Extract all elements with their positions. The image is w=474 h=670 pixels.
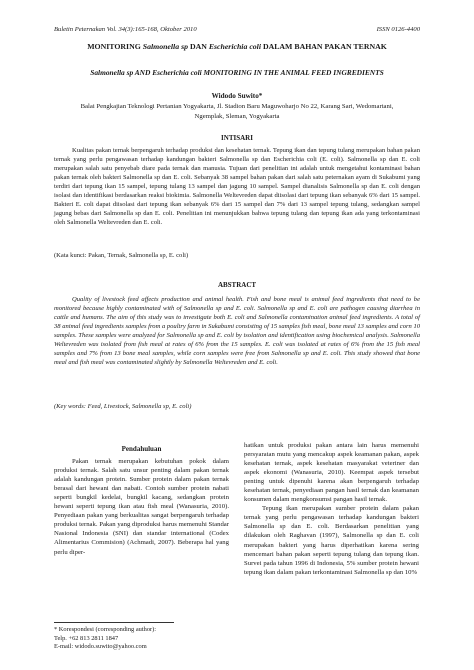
intro-left-column: [54, 445, 229, 557]
issn: ISSN 0126-4400: [376, 26, 420, 33]
author-name: Widodo Suwito*: [211, 92, 263, 100]
intro-heading: Pendahuluan: [121, 445, 162, 453]
footnote-rule: [54, 622, 174, 623]
paper-title: MONITORING Salmonella sp DAN Escherichia coli DALAM BAHAN PAKAN TERNAK: [87, 42, 387, 51]
running-head: [54, 26, 420, 33]
intisari-keywords: (Kata kunci: Pakan, Ternak, Salmonella sp, E. coli): [54, 252, 189, 259]
journal-citation: Buletin Peternakan Vol. 34(3):165-168, Oktober 2010: [54, 26, 197, 33]
intro-paragraph-1-cont: hatikan untuk produksi pakan antara lain harus memenuhi persyaratan mutu yang mencakup aspek keamanan pakan, aspek kesehatan ternak, aspek kesehatan masyarakat veteriner dan aspek ekonomi (Wanasuria, 2010). Keempat aspek tersebut penting untuk dipenuhi karena akan berpengaruh terhadap kesehatan ternak, penyediaan pangan hasil ternak dan keamanan konsumen dalam mengkonsumsi pangan hasil ternak.: [244, 442, 419, 504]
intro-paragraph-1: Pakan ternak merupakan kebutuhan pokok dalam produksi ternak. Salah satu unsur penting dalam pakan ternak adalah kandungan protein. Sumber protein dalam pakan ternak berasal dari hewani dan nabati. Contoh sumber protein nabati seperti bungkil kedelai, bungkil kacang, sedangkan protein hewani seperti tepung ikan atau fish meal (Wanasuria, 2010). Penyediaan pakan yang berkualitas sangat berpengaruh terhadap produksi ternak. Pakan yang diproduksi harus memenuhi Standar Nasional Indonesia (SNI) dan standar international (Codex Alimentarius Commision) (Achmadi, 2007). Beberapa hal yang perlu diper-: [54, 458, 229, 556]
intro-paragraph-2: Tepung ikan merupakan sumber protein dalam pakan ternak yang perlu pengawasan terhadap kandungan bakteri Salmonella sp dan E. coli. Berdasarkan penelitian yang dilakukan oleh Raghavan (1997), Salmonella sp dan E. coli merupakan bakteri yang harus diperhatikan karena sering mencemari bahan pakan seperti tepung tulang dan tepung ikan. Survei pada tahun 1996 di Indonesia, 5% sumber protein hewani tepung ikan dalam pakan terkontaminasi Salmonella sp dan 10%: [244, 505, 419, 576]
intisari-heading: INTISARI: [221, 134, 253, 142]
abstract-heading: ABSTRACT: [217, 281, 257, 289]
correspondence-footnote: * Korespondesi (corresponding author): Telp. +62 813 2811 1847 E-mail: widodo.suwito@yahoo.com: [54, 626, 229, 652]
abstract-keywords: (Key words: Feed, Livestock, Salmonella sp, E. coli): [54, 403, 192, 410]
author-email: E-mail: widodo.suwito@yahoo.com: [54, 643, 147, 651]
abstract-body: Quality of livestock feed affects production and animal health. Fish and bone meal is animal feed ingredients that need to be monitored because highly contaminated with of Salmonella sp and E. coli. Salmonella sp and E. coli are pathogen causing diarrhea in cattle and humans. The aim of this study was to investigate both E. coli and Salmonella contamination animal feed ingredients. A total of 38 animal feed ingredients samples from a poultry farm in Sukabumi consisting of 15 samples fish meal, bone meal 13 samples and corn 10 samples. These samples were analyzed for Salmonella sp and E. coli by isolation and identification using biochemical analysis. Salmonella Weltevreden was isolated from fish meal at rates of 6% from the 15 samples. E. coli was isolated at rates of 6% from the 15 fish meal samples and 7% from 13 bone meal samples, while corn samples were free from Salmonella sp and E. coli. This study showed that bone meal and fish meal was contaminated slightly by Salmonella Weltevreden and E. coli.: [54, 296, 420, 366]
paper-title-english: Salmonella sp AND Escherichia coli MONITORING IN THE ANIMAL FEED INGREDIENTS: [90, 68, 384, 77]
intisari-body: Kualitas pakan ternak berpengaruh terhadap produksi dan kesehatan ternak. Tepung ikan dan tepung tulang merupakan bahan pakan ternak yang perlu pengawasan terhadap kandungan bakteri Salmonella sp dan Escherichia coli (E. coli). Salmonella sp dan E. coli merupakan salah satu penyebab diare pada ternak dan manusia. Tujuan dari penelitian ini adalah untuk mengetahui kontaminasi bahan pakan ternak oleh bakteri Salmonella sp dan E. coli. Sebanyak 38 sampel bahan pakan dari salah satu peternakan ayam di Sukabumi yang terdiri dari tepung ikan 15 sampel, tepung tulang 13 sampel dan jagung 10 sampel. Sampel dianalisis Salmonella sp dan E. coli dengan isolasi dan identifikasi berdasarkan reaksi biokimia. Salmonella Weltevreden dapat diisolasi dari tepung ikan sebanyak 6% dari 15 sampel. Bakteri E. coli dapat diisolasi dari tepung ikan sebanyak 6% dari 15 sampel dan 7% dari 13 sampel tepung tulang, sedangkan sampel jagung bebas dari Salmonella sp dan E. coli. Penelitian ini menunjukkan bahwa tepung tulang dan tepung ikan ada yang terkontaminasi oleh Salmonella Weltevreden dan E. coli.: [54, 147, 420, 226]
author-affiliation: Balai Pengkajian Teknologi Pertanian Yogyakarta, Jl. Stadion Baru Maguwoharjo No 22, Karang Sari, Wedomartani, Ngemplak, Sleman, Yogyakarta: [80, 103, 394, 120]
intro-right-column: [244, 441, 419, 577]
